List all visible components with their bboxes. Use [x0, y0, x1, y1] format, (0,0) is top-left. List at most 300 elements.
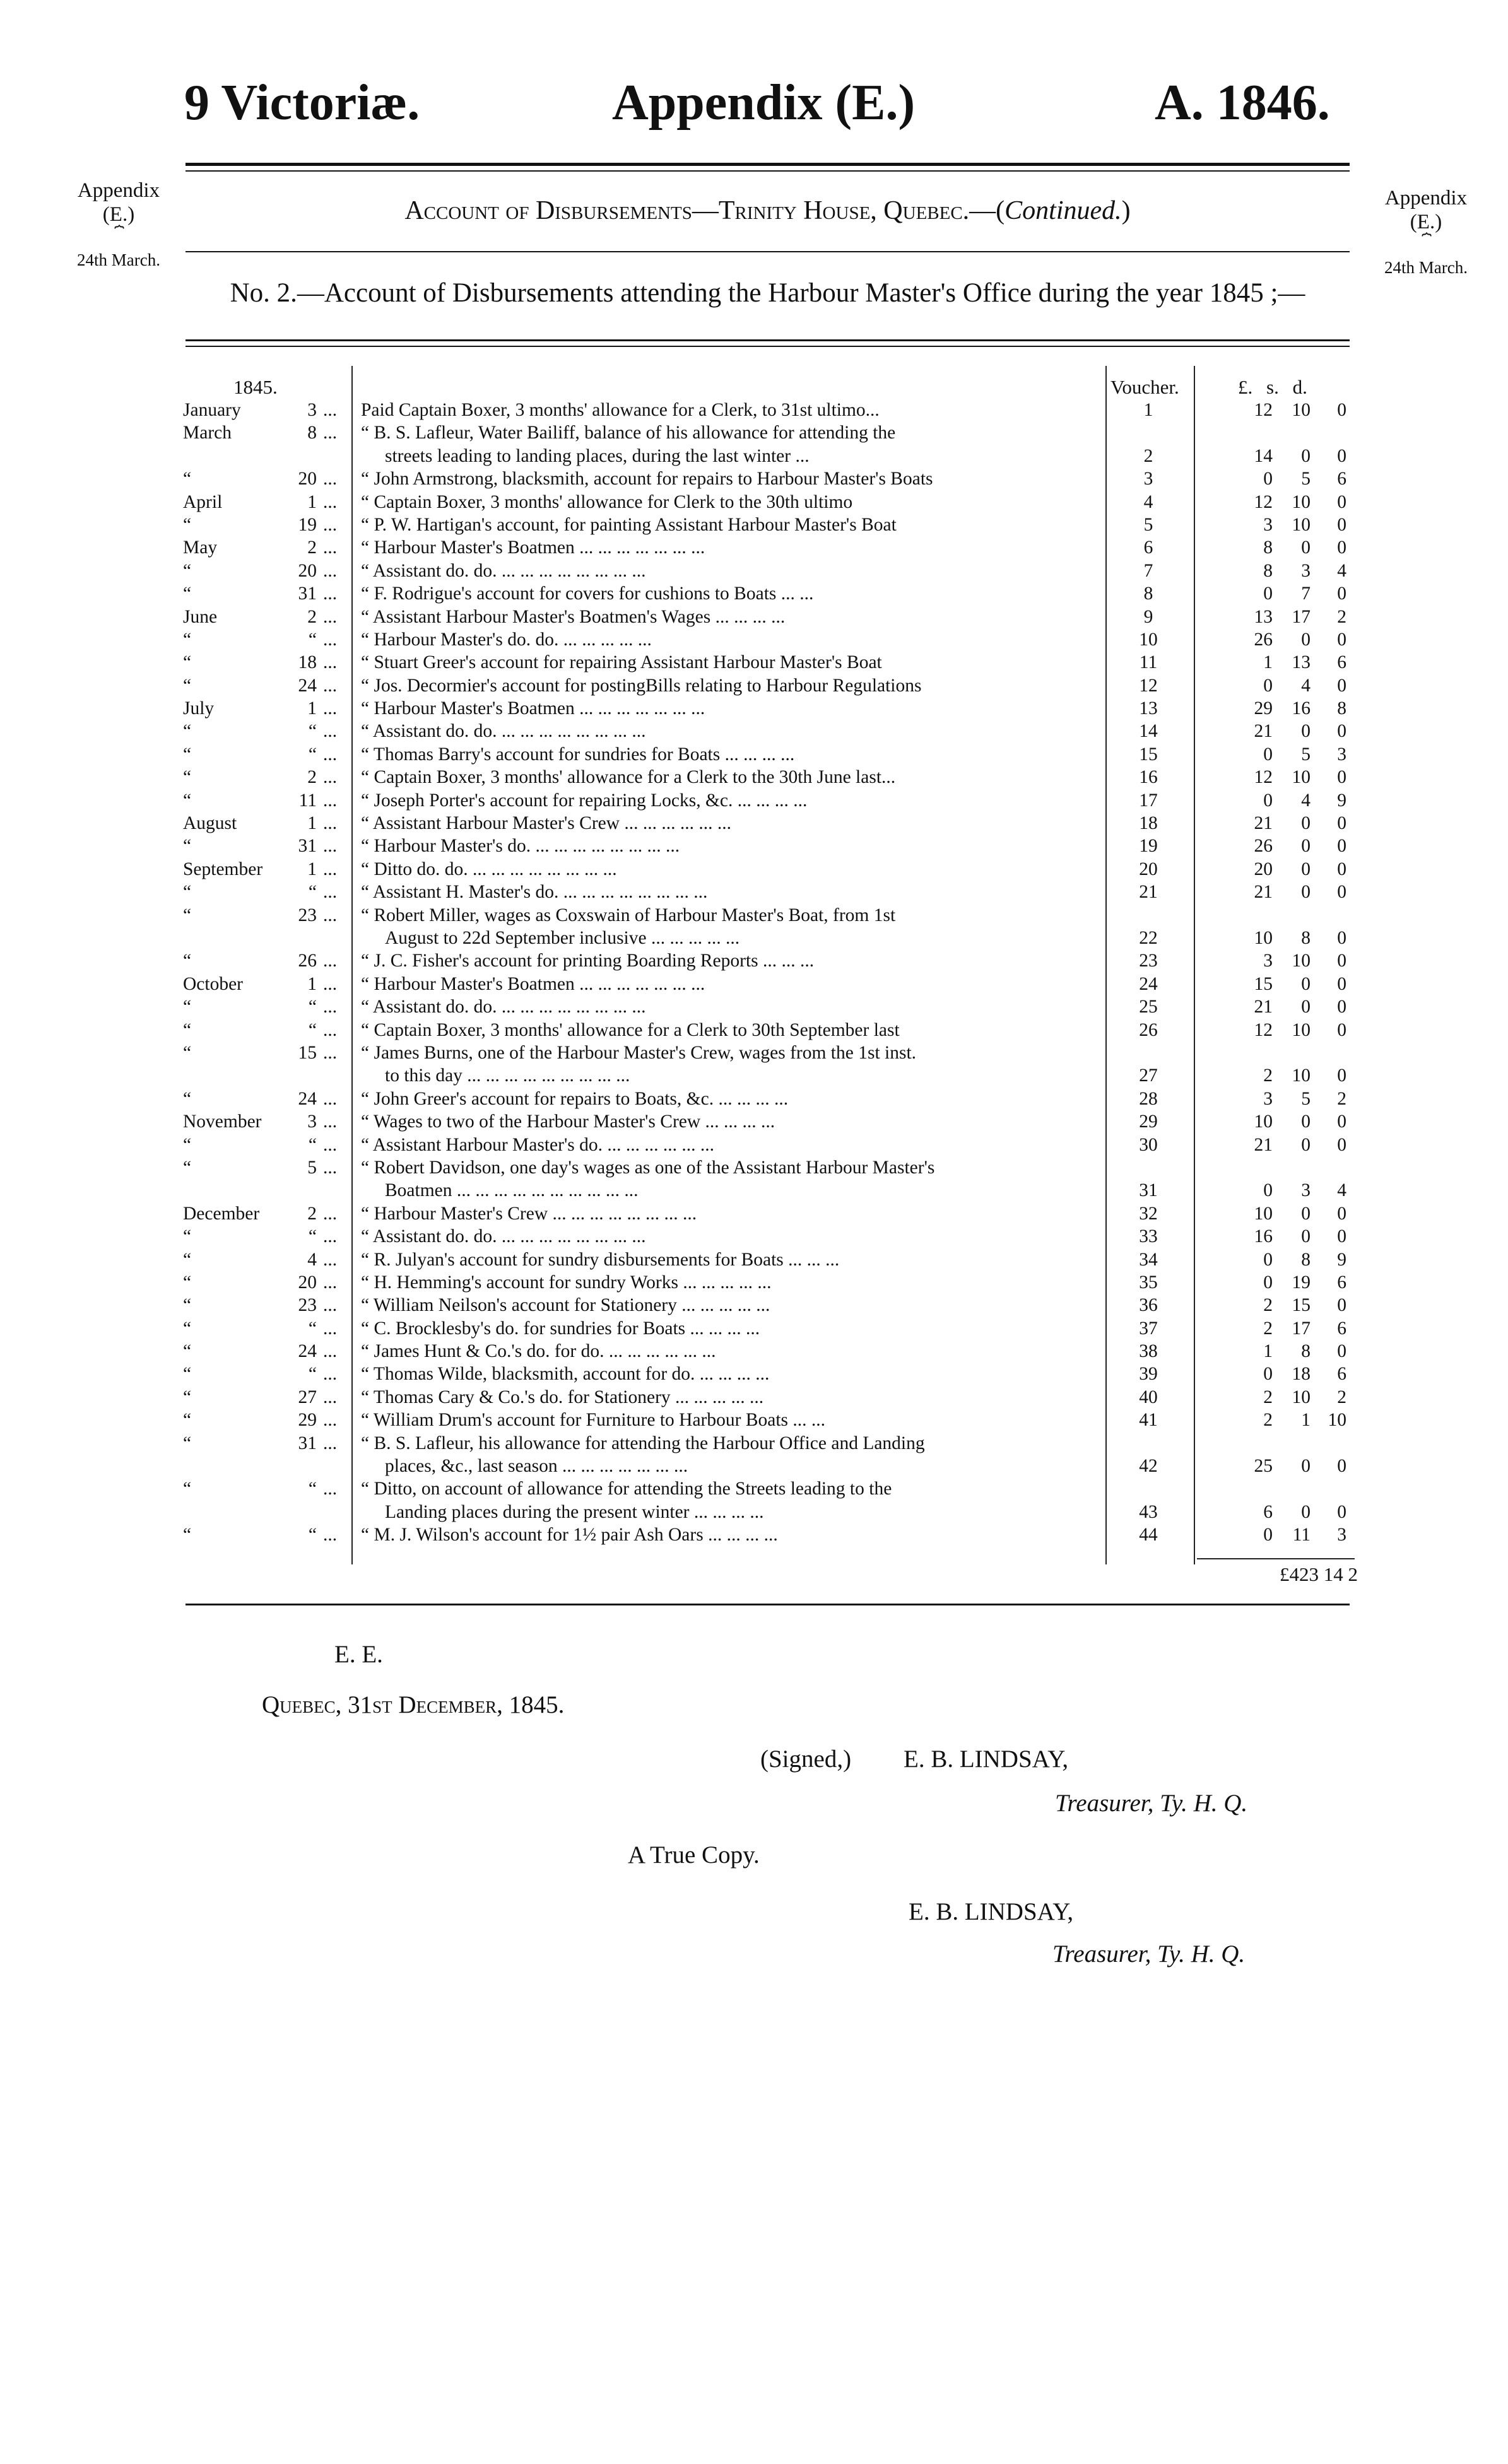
- entry-day: 24: [298, 1088, 317, 1109]
- entry-pence: 2: [1337, 606, 1346, 627]
- entry-description: [361, 881, 1282, 903]
- entry-pounds: 0: [1263, 1525, 1273, 1546]
- entry-voucher: 17: [1139, 790, 1158, 811]
- entry-month: “: [183, 1042, 192, 1063]
- entry-dots: ...: [323, 1019, 338, 1040]
- entry-pounds: 29: [1254, 698, 1273, 719]
- entry-description: [361, 674, 1282, 697]
- entry-voucher: 22: [1139, 928, 1158, 948]
- entry-pence: 0: [1337, 1295, 1346, 1316]
- ledger-row: [178, 560, 1353, 582]
- entry-pence: 6: [1337, 1272, 1346, 1293]
- entry-shillings: 0: [1301, 537, 1311, 558]
- entry-pence: 0: [1337, 836, 1346, 857]
- entry-description-continuation: Landing places during the present winter ... ... ... ...: [385, 1501, 764, 1522]
- entry-day: 3: [307, 400, 317, 420]
- entry-pence: 0: [1337, 1501, 1346, 1522]
- margin-note-sub: (E.): [1410, 211, 1442, 233]
- ledger-row: [178, 628, 1353, 651]
- entry-pence: 0: [1337, 1226, 1346, 1247]
- entry-pence: 0: [1337, 1456, 1346, 1477]
- ledger-row: [178, 697, 1353, 720]
- entry-shillings: 10: [1292, 951, 1311, 971]
- ledger-row: [178, 720, 1353, 742]
- ledger-row: [178, 743, 1353, 766]
- entry-day: 1: [307, 698, 317, 719]
- entry-day: 31: [298, 1433, 317, 1453]
- entry-shillings: 4: [1301, 675, 1311, 696]
- entry-pence: 6: [1337, 652, 1346, 673]
- entry-shillings: 8: [1301, 928, 1311, 948]
- ledger-row: [178, 995, 1353, 1018]
- entry-description: [361, 1317, 1282, 1340]
- entry-day: 5: [307, 1157, 317, 1178]
- entry-voucher: 43: [1139, 1501, 1158, 1522]
- subtitle-continued: Continued.: [1004, 196, 1122, 225]
- entry-pence: 0: [1337, 491, 1346, 512]
- money-header: £. s. d.: [1238, 376, 1307, 398]
- entry-description-continuation: August to 22d September inclusive ... ... ... ... ...: [385, 928, 740, 949]
- entry-voucher: 39: [1139, 1364, 1158, 1385]
- entry-pounds: 21: [1254, 882, 1273, 903]
- ledger-rows: [178, 399, 1353, 1547]
- entry-description: [361, 743, 1282, 766]
- entry-pence: 0: [1337, 997, 1346, 1018]
- entry-pounds: 21: [1254, 997, 1273, 1018]
- ledger-row: [178, 1156, 1353, 1202]
- entry-month: “: [183, 584, 192, 604]
- entry-description-line: “ C. Brocklesby's do. for sundries for Boats ... ... ... ...: [361, 1318, 760, 1339]
- entry-description-continuation: places, &c., last season ... ... ... ... ... ... ...: [385, 1456, 688, 1477]
- entry-month: July: [183, 698, 215, 719]
- entry-day: 20: [298, 469, 317, 490]
- entry-pounds: 12: [1254, 491, 1273, 512]
- entry-month: “: [183, 1341, 192, 1362]
- entry-description: [361, 1432, 1282, 1478]
- entry-month: “: [183, 882, 192, 903]
- entry-shillings: 5: [1301, 469, 1311, 490]
- entry-voucher: 28: [1139, 1088, 1158, 1109]
- entry-pounds: 1: [1263, 652, 1273, 673]
- entry-day: 1: [307, 859, 317, 879]
- entry-voucher: 9: [1143, 606, 1153, 627]
- entry-pounds: 26: [1254, 629, 1273, 650]
- entry-pounds: 15: [1254, 973, 1273, 994]
- ledger-row: [178, 1294, 1353, 1317]
- entry-day: 31: [298, 584, 317, 604]
- entry-description: [361, 973, 1282, 995]
- entry-pounds: 14: [1254, 445, 1273, 466]
- entry-voucher: 1: [1143, 400, 1153, 420]
- header-rule-thick: [186, 163, 1350, 166]
- ledger-row: [178, 651, 1353, 674]
- ledger-row: [178, 491, 1353, 513]
- margin-note-label: Appendix: [77, 179, 160, 202]
- entry-dots: ...: [323, 1479, 338, 1499]
- margin-note-date: 24th March.: [1384, 258, 1468, 277]
- ledger-row: [178, 1271, 1353, 1294]
- entry-dots: ...: [323, 1203, 338, 1224]
- brace-icon: ⏞: [1422, 233, 1430, 251]
- entry-dots: ...: [323, 790, 338, 811]
- entry-dots: ...: [323, 1042, 338, 1063]
- entry-description-line: “ James Burns, one of the Harbour Master's Crew, wages from the 1st inst.: [361, 1042, 917, 1063]
- entry-description: [361, 1271, 1282, 1294]
- entry-dots: ...: [323, 1387, 338, 1407]
- entry-pounds: 3: [1263, 951, 1273, 971]
- entry-month: “: [183, 1249, 192, 1270]
- entry-description: [361, 1386, 1282, 1409]
- entry-pounds: 0: [1263, 744, 1273, 765]
- entry-description: [361, 812, 1282, 835]
- entry-voucher: 29: [1139, 1112, 1158, 1132]
- entry-voucher: 25: [1139, 997, 1158, 1018]
- entry-shillings: 0: [1301, 445, 1311, 466]
- entry-pounds: 12: [1254, 1019, 1273, 1040]
- entry-month: “: [183, 1525, 192, 1546]
- entry-description: [361, 1041, 1282, 1088]
- entry-voucher: 31: [1139, 1180, 1158, 1201]
- entry-shillings: 17: [1292, 606, 1311, 627]
- entry-description-continuation: to this day ... ... ... ... ... ... ... ... ...: [385, 1065, 630, 1086]
- ledger-row: [178, 513, 1353, 536]
- entry-pounds: 13: [1254, 606, 1273, 627]
- entry-description: [361, 421, 1282, 467]
- ledger-row: [178, 1225, 1353, 1248]
- entry-description-line: “ Captain Boxer, 3 months' allowance for Clerk to the 30th ultimo: [361, 491, 853, 512]
- entry-description: [361, 399, 1282, 421]
- entry-pounds: 2: [1263, 1410, 1273, 1431]
- entry-dots: ...: [323, 767, 338, 788]
- entry-description-line: “ William Drum's account for Furniture to Harbour Boats ... ...: [361, 1410, 826, 1431]
- entry-day: “: [308, 997, 317, 1018]
- entry-shillings: 1: [1301, 1410, 1311, 1431]
- entry-description: [361, 1248, 1282, 1271]
- ledger-row: [178, 1432, 1353, 1478]
- voucher-header: Voucher.: [1110, 376, 1179, 398]
- entry-month: September: [183, 859, 263, 879]
- entry-voucher: 44: [1139, 1525, 1158, 1546]
- entry-description-line: “ James Hunt & Co.'s do. for do. ... ... ... ... ... ...: [361, 1341, 716, 1362]
- entry-day: 1: [307, 491, 317, 512]
- entry-month: August: [183, 813, 237, 834]
- entry-description-line: “ J. C. Fisher's account for printing Boarding Reports ... ... ...: [361, 951, 815, 971]
- entry-month: November: [183, 1112, 262, 1132]
- ledger-row: [178, 835, 1353, 857]
- entry-voucher: 30: [1139, 1134, 1158, 1155]
- entry-voucher: 6: [1143, 537, 1153, 558]
- entry-pounds: 6: [1263, 1501, 1273, 1522]
- entry-voucher: 36: [1139, 1295, 1158, 1316]
- account-subtitle: [186, 196, 1350, 226]
- entry-pounds: 3: [1263, 514, 1273, 535]
- entry-day: 20: [298, 560, 317, 581]
- entry-shillings: 0: [1301, 1112, 1311, 1132]
- entry-month: “: [183, 1387, 192, 1407]
- entry-dots: ...: [323, 1134, 338, 1155]
- entry-pounds: 0: [1263, 790, 1273, 811]
- entry-description-line: “ Wages to two of the Harbour Master's Crew ... ... ... ...: [361, 1112, 775, 1132]
- entry-pence: 0: [1337, 1112, 1346, 1132]
- entry-pounds: 12: [1254, 400, 1273, 420]
- entry-description-line: “ R. Julyan's account for sundry disbursements for Boats ... ... ...: [361, 1249, 840, 1270]
- ledger-row: [178, 789, 1353, 812]
- entry-description: [361, 720, 1282, 742]
- entry-dots: ...: [323, 1088, 338, 1109]
- entry-shillings: 10: [1292, 400, 1311, 420]
- entry-description: [361, 560, 1282, 582]
- entry-dots: ...: [323, 675, 338, 696]
- entry-voucher: 40: [1139, 1387, 1158, 1407]
- entry-pounds: 0: [1263, 675, 1273, 696]
- entry-month: “: [183, 1226, 192, 1247]
- entry-description: [361, 1523, 1282, 1546]
- entry-dots: ...: [323, 469, 338, 490]
- ledger-row: [178, 858, 1353, 881]
- entry-pence: 8: [1337, 698, 1346, 719]
- entry-dots: ...: [323, 1295, 338, 1316]
- margin-note-right: [1363, 186, 1489, 279]
- entry-dots: ...: [323, 560, 338, 581]
- entry-shillings: 0: [1301, 882, 1311, 903]
- entry-dots: ...: [323, 813, 338, 834]
- entry-description: [361, 858, 1282, 881]
- entry-voucher: 35: [1139, 1272, 1158, 1293]
- entry-pence: 0: [1337, 813, 1346, 834]
- entry-month: “: [183, 1433, 192, 1453]
- entry-month: “: [183, 744, 192, 765]
- entry-dots: ...: [323, 859, 338, 879]
- entry-description: [361, 582, 1282, 605]
- entry-month: “: [183, 652, 192, 673]
- ledger-row: [178, 766, 1353, 789]
- entry-pence: 0: [1337, 1203, 1346, 1224]
- entry-day: 24: [298, 1341, 317, 1362]
- entry-voucher: 10: [1139, 629, 1158, 650]
- table-bottom-rule: [186, 1604, 1350, 1605]
- entry-day: 31: [298, 836, 317, 857]
- entry-dots: ...: [323, 1364, 338, 1385]
- signer2-name: E. B. LINDSAY,: [909, 1898, 1074, 1925]
- entry-pence: 0: [1337, 721, 1346, 742]
- entry-day: 2: [307, 1203, 317, 1224]
- entry-voucher: 2: [1143, 445, 1153, 466]
- margin-note-left: [56, 179, 182, 272]
- ledger-row: [178, 881, 1353, 903]
- entry-pounds: 21: [1254, 813, 1273, 834]
- entry-description-line: “ Assistant do. do. ... ... ... ... ... ... ... ...: [361, 721, 646, 742]
- entry-pounds: 0: [1263, 1249, 1273, 1270]
- entry-day: 27: [298, 1387, 317, 1407]
- entry-day: 29: [298, 1410, 317, 1431]
- header-rule-thin: [186, 170, 1350, 172]
- entry-voucher: 37: [1139, 1318, 1158, 1339]
- entry-pounds: 2: [1263, 1387, 1273, 1407]
- total-rule: [1197, 1558, 1355, 1559]
- ledger-row: [178, 1041, 1353, 1088]
- entry-pence: 0: [1337, 400, 1346, 420]
- entry-pounds: 0: [1263, 469, 1273, 490]
- entry-description: [361, 789, 1282, 812]
- entry-shillings: 0: [1301, 721, 1311, 742]
- entry-description-line: “ Harbour Master's do. do. ... ... ... ... ...: [361, 629, 652, 650]
- entry-month: October: [183, 973, 244, 994]
- entry-dots: ...: [323, 400, 338, 420]
- entry-description-line: “ Captain Boxer, 3 months' allowance for a Clerk to the 30th June last...: [361, 767, 896, 788]
- entry-pence: 4: [1337, 560, 1346, 581]
- entry-description: [361, 995, 1282, 1018]
- entry-description: [361, 1477, 1282, 1523]
- entry-description-line: “ H. Hemming's account for sundry Works ... ... ... ... ...: [361, 1272, 772, 1293]
- entry-shillings: 10: [1292, 514, 1311, 535]
- entry-month: “: [183, 1134, 192, 1155]
- entry-description: [361, 513, 1282, 536]
- entry-day: “: [308, 1525, 317, 1546]
- entry-shillings: 0: [1301, 1501, 1311, 1522]
- entry-shillings: 4: [1301, 790, 1311, 811]
- entry-voucher: 15: [1139, 744, 1158, 765]
- entry-voucher: 32: [1139, 1203, 1158, 1224]
- entry-pence: 0: [1337, 1134, 1346, 1155]
- entry-day: 20: [298, 1272, 317, 1293]
- entry-shillings: 15: [1292, 1295, 1311, 1316]
- entry-month: “: [183, 1410, 192, 1431]
- true-copy: A True Copy.: [628, 1841, 760, 1869]
- entry-day: 23: [298, 905, 317, 925]
- entry-pounds: 25: [1254, 1456, 1273, 1477]
- ledger-row: [178, 421, 1353, 467]
- entry-description: [361, 467, 1282, 490]
- entry-pounds: 0: [1263, 584, 1273, 604]
- entry-shillings: 16: [1292, 698, 1311, 719]
- entry-day: “: [308, 744, 317, 765]
- entry-description-line: “ Harbour Master's do. ... ... ... ... ... ... ... ...: [361, 836, 680, 857]
- entry-voucher: 11: [1139, 652, 1158, 673]
- entry-dots: ...: [323, 606, 338, 627]
- entry-description-line: Paid Captain Boxer, 3 months' allowance for a Clerk, to 31st ultimo...: [361, 400, 880, 420]
- entry-pounds: 10: [1254, 928, 1273, 948]
- entry-voucher: 27: [1139, 1065, 1158, 1086]
- entry-shillings: 13: [1292, 652, 1311, 673]
- entry-pence: 0: [1337, 1065, 1346, 1086]
- entry-shillings: 10: [1292, 1387, 1311, 1407]
- entry-description-line: “ John Greer's account for repairs to Boats, &c. ... ... ... ...: [361, 1088, 789, 1109]
- ledger-row: [178, 973, 1353, 995]
- entry-description-line: “ Thomas Wilde, blacksmith, account for do. ... ... ... ...: [361, 1364, 770, 1385]
- entry-dots: ...: [323, 1226, 338, 1247]
- entry-day: 1: [307, 973, 317, 994]
- entry-shillings: 0: [1301, 836, 1311, 857]
- entry-description-line: “ John Armstrong, blacksmith, account for repairs to Harbour Master's Boats: [361, 469, 933, 490]
- entry-shillings: 0: [1301, 1226, 1311, 1247]
- entry-shillings: 3: [1301, 560, 1311, 581]
- entry-day: 26: [298, 951, 317, 971]
- entry-dots: ...: [323, 997, 338, 1018]
- ledger-row: [178, 1088, 1353, 1110]
- entry-month: “: [183, 767, 192, 788]
- entry-description-line: “ Thomas Cary & Co.'s do. for Stationery ... ... ... ... ...: [361, 1387, 764, 1407]
- entry-shillings: 0: [1301, 629, 1311, 650]
- signed-label: (Signed,): [760, 1745, 852, 1773]
- entry-day: 2: [307, 537, 317, 558]
- entry-pounds: 21: [1254, 1134, 1273, 1155]
- entry-description-line: “ Joseph Porter's account for repairing Locks, &c. ... ... ... ...: [361, 790, 808, 811]
- entry-voucher: 16: [1139, 767, 1158, 788]
- entry-voucher: 33: [1139, 1226, 1158, 1247]
- entry-description-line: “ Robert Miller, wages as Coxswain of Harbour Master's Boat, from 1st: [361, 905, 896, 925]
- entry-voucher: 8: [1143, 584, 1153, 604]
- entry-pence: 0: [1337, 445, 1346, 466]
- entry-voucher: 41: [1139, 1410, 1158, 1431]
- entry-description: [361, 1225, 1282, 1248]
- entry-pence: 0: [1337, 882, 1346, 903]
- entry-pence: 2: [1337, 1088, 1346, 1109]
- entry-month: “: [183, 1088, 192, 1109]
- entry-pence: 3: [1337, 1525, 1346, 1546]
- subtitle-close: ): [1121, 196, 1131, 225]
- entry-description: [361, 1202, 1282, 1225]
- entry-pounds: 12: [1254, 767, 1273, 788]
- entry-day: 1: [307, 813, 317, 834]
- entry-shillings: 11: [1292, 1525, 1311, 1546]
- entry-pounds: 0: [1263, 1364, 1273, 1385]
- entry-pounds: 16: [1254, 1226, 1273, 1247]
- entry-day: “: [308, 721, 317, 742]
- entry-shillings: 8: [1301, 1341, 1311, 1362]
- entry-description: [361, 904, 1282, 950]
- entry-month: “: [183, 836, 192, 857]
- margin-note-sub: (E.): [102, 203, 135, 226]
- entry-pounds: 0: [1263, 1272, 1273, 1293]
- entry-description-line: “ Assistant Harbour Master's Crew ... ... ... ... ... ...: [361, 813, 732, 834]
- entry-voucher: 42: [1139, 1456, 1158, 1477]
- entry-description: [361, 1110, 1282, 1133]
- entry-pence: 6: [1337, 1318, 1346, 1339]
- entry-pence: 0: [1337, 1019, 1346, 1040]
- entry-voucher: 3: [1143, 469, 1153, 490]
- ledger-row: [178, 1340, 1353, 1363]
- entry-shillings: 10: [1292, 1019, 1311, 1040]
- ledger-row: [178, 1110, 1353, 1133]
- entry-day: 3: [307, 1112, 317, 1132]
- entry-voucher: 26: [1139, 1019, 1158, 1040]
- entry-shillings: 8: [1301, 1249, 1311, 1270]
- entry-voucher: 34: [1139, 1249, 1158, 1270]
- entry-day: 23: [298, 1295, 317, 1316]
- entry-month: “: [183, 469, 192, 490]
- entry-voucher: 14: [1139, 721, 1158, 742]
- entry-dots: ...: [323, 951, 338, 971]
- ledger-row: [178, 606, 1353, 628]
- entry-dots: ...: [323, 973, 338, 994]
- entry-dots: ...: [323, 1341, 338, 1362]
- entry-pence: 10: [1328, 1410, 1346, 1431]
- place-date-text: Quebec, 31st December, 1845.: [262, 1691, 565, 1718]
- entry-day: 15: [298, 1042, 317, 1063]
- year-header: 1845.: [233, 376, 278, 398]
- table-top-rule: [186, 339, 1350, 341]
- entry-day: 4: [307, 1249, 317, 1270]
- entry-pounds: 26: [1254, 836, 1273, 857]
- entry-shillings: 0: [1301, 1203, 1311, 1224]
- entry-description-line: “ William Neilson's account for Stationery ... ... ... ... ...: [361, 1295, 770, 1316]
- entry-pence: 0: [1337, 629, 1346, 650]
- ledger-row: [178, 536, 1353, 559]
- entry-description-line: “ Jos. Decormier's account for postingBills relating to Harbour Regulations: [361, 675, 922, 696]
- entry-day: 11: [298, 790, 317, 811]
- entry-pounds: 10: [1254, 1203, 1273, 1224]
- entry-voucher: 38: [1139, 1341, 1158, 1362]
